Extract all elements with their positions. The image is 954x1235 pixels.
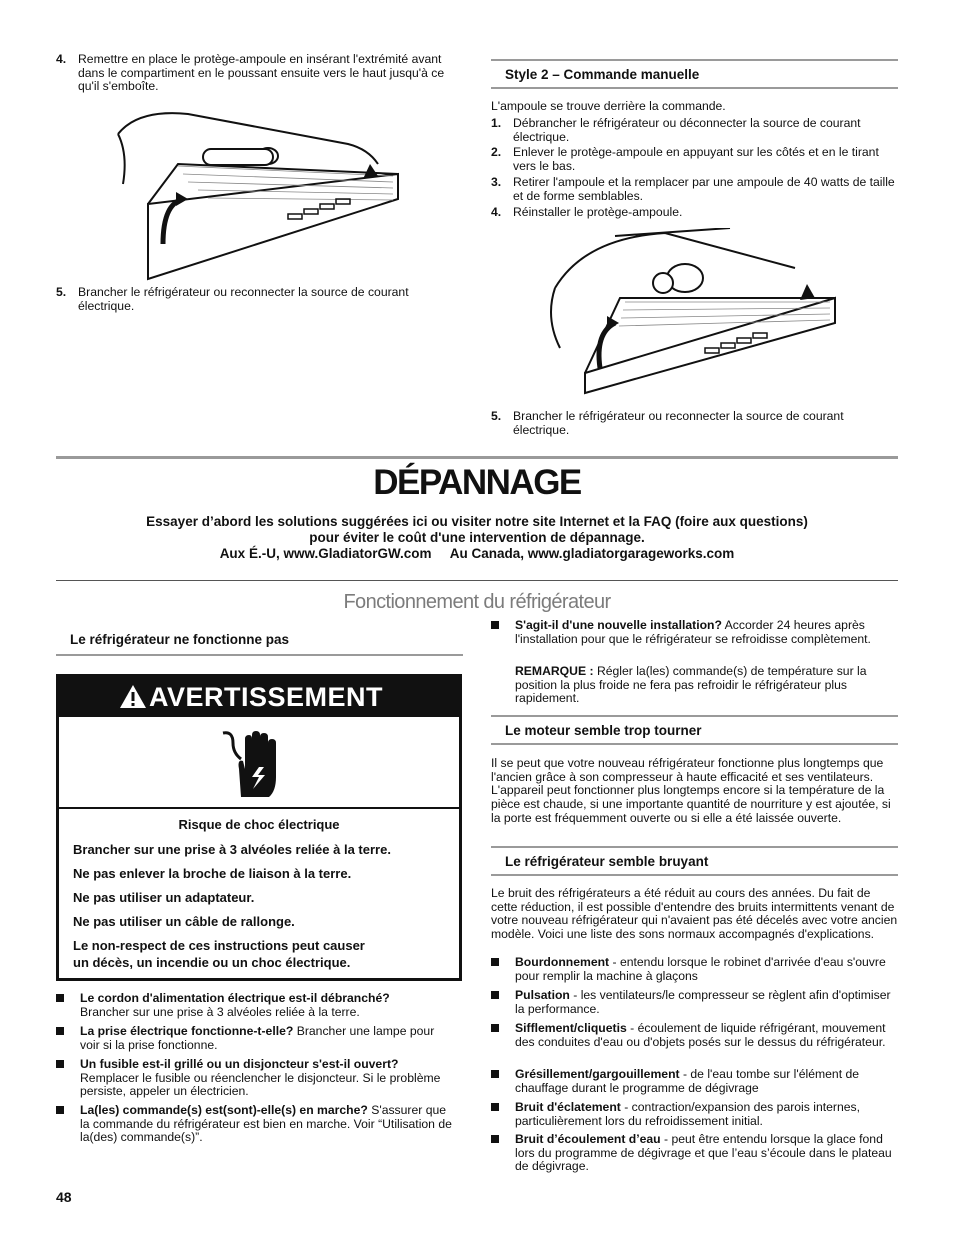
- list-item-text: [515, 1133, 898, 1174]
- paragraph-motor: Il se peut que votre nouveau réfrigérateur fonctionne plus longtemps que l'ancien grâce à son compresseur à haute efficacité et ses ventilateurs. L'appareil peut fonctionner plus longtemps encore si la température de la pièce est chaude, si une importante quantité de nourriture y est ajoutée, si la porte est fréquemment ouverte ou si elle a été laissée ouverte.: [491, 756, 891, 825]
- heading-text: Le réfrigérateur ne fonctionne pas: [70, 632, 290, 647]
- note: [515, 665, 898, 706]
- step-text: Remettre en place le protège-ampoule en insérant l'extrémité avant dans le compartiment en le poussant ensuite vers le haut jusqu'à ce qu'il s'emboîte.: [78, 52, 445, 94]
- sound-term: Grésillement/gargouillement: [515, 1067, 680, 1081]
- light-shield-illustration-2: [545, 228, 845, 403]
- warning-line: Brancher sur une prise à 3 alvéoles reliée à la terre.: [73, 842, 391, 857]
- bullet-icon: [491, 1024, 499, 1032]
- warning-box: [56, 674, 462, 981]
- section-heading-style2: [491, 59, 898, 89]
- sound-term: Bruit d'éclatement: [515, 1100, 621, 1114]
- bullet-icon: [56, 1027, 64, 1035]
- answer: Brancher sur une prise à 3 alvéoles reliée à la terre.: [80, 1004, 360, 1019]
- list-item-text: [80, 1104, 455, 1145]
- warning-line: Ne pas enlever la broche de liaison à la terre.: [73, 866, 352, 881]
- list-item-text: [515, 1101, 898, 1128]
- sound-term: Bruit d’écoulement d’eau: [515, 1132, 661, 1146]
- bullet-icon: [491, 1135, 499, 1143]
- list-item-text: [515, 1068, 898, 1095]
- question: Le cordon d'alimentation électrique est-il débranché?: [80, 991, 390, 1005]
- sound-desc: - peut être entendu lorsque la glace fond lors du programme de dégivrage et que l’eau s’écoule dans le plateau de dégivrage.: [515, 1132, 892, 1174]
- note-text: Régler la(les) commande(s) de température sur la position la plus froide ne fera pas refroidir le réfrigérateur plus rapidement.: [515, 664, 867, 706]
- sound-desc: - les ventilateurs/le compresseur se règlent afin d'optimiser la performance.: [515, 988, 891, 1016]
- warning-line: un décès, un incendie ou un choc électrique.: [73, 955, 351, 970]
- bullet-icon: [491, 958, 499, 966]
- warning-risk: Risque de choc électrique: [178, 817, 340, 832]
- section-top-rule: [56, 456, 898, 459]
- step-number: 2.: [491, 145, 502, 159]
- step-text: Réinstaller le protège-ampoule.: [513, 205, 683, 219]
- paragraph-noisy: Le bruit des réfrigérateurs a été réduit au cours des années. Du fait de cette réduction, il est possible d'entendre des bruits intermittents venant de votre nouveau réfrigérateur qui n'avaient pas été décelés avec votre ancien modèle. Voici une liste des sons normaux accompagnés d'explications.: [491, 886, 898, 941]
- answer: S'assurer que la commande du réfrigérateur est bien en marche. Voir “Utilisation de la(des) commande(s)”.: [80, 1103, 452, 1145]
- bullet-icon: [491, 1103, 499, 1111]
- heading-noisy: [491, 846, 898, 876]
- heading-not-working: [56, 625, 463, 656]
- answer: Brancher une lampe pour voir si la prise fonctionne.: [80, 1024, 435, 1052]
- warning-title-bar: [59, 677, 459, 717]
- answer: Remplacer le fusible ou réenclencher le disjoncteur. Si le problème persiste, appeler un électricien.: [80, 1070, 441, 1099]
- warning-line: Le non-respect de ces instructions peut causer: [73, 938, 365, 953]
- bullet-icon: [491, 1070, 499, 1078]
- question: La(les) commande(s) est(sont)-elle(s) en marche?: [80, 1103, 368, 1117]
- note-label: REMARQUE :: [515, 664, 594, 678]
- warning-triangle-icon: [119, 684, 147, 709]
- intro-line-2: pour éviter le coût d'une intervention de dépannage.: [309, 530, 645, 545]
- sound-desc: - de l'eau tombe sur l'élément de chauffage durant le programme de dégivrage: [515, 1067, 860, 1095]
- page-title: DÉPANNAGE: [373, 463, 581, 502]
- list-item-text: [515, 956, 898, 983]
- sound-term: Bourdonnement: [515, 955, 610, 969]
- bullet-icon: [56, 1060, 64, 1068]
- bullet-icon: [491, 991, 499, 999]
- step-text: Brancher le réfrigérateur ou reconnecter la source de courant électrique.: [78, 285, 409, 313]
- question: S'agit-il d'une nouvelle installation?: [515, 618, 722, 632]
- intro-line-1: Essayer d’abord les solutions suggérées ici ou visiter notre site Internet et la FAQ (foire aux questions): [146, 514, 808, 529]
- step-number: 3.: [491, 175, 502, 189]
- sound-term: Sifflement/cliquetis: [515, 1021, 627, 1035]
- bullet-icon: [56, 994, 64, 1002]
- step-number: 5.: [56, 285, 67, 299]
- list-item-text: [80, 992, 455, 1019]
- step-number: 1.: [491, 116, 502, 130]
- bullet-icon: [491, 621, 499, 629]
- warning-line: Ne pas utiliser un câble de rallonge.: [73, 914, 295, 929]
- section-subtitle: Fonctionnement du réfrigérateur: [343, 591, 611, 613]
- sound-desc: - contraction/expansion des parois internes, particulièrement lors du refroidissement initial.: [515, 1100, 860, 1128]
- electric-shock-hand-icon: [219, 729, 284, 799]
- step-number: 5.: [491, 409, 502, 423]
- warning-divider: [59, 807, 459, 809]
- list-item-text: [515, 989, 898, 1016]
- light-shield-illustration-1: [108, 104, 408, 284]
- warning-line: Ne pas utiliser un adaptateur.: [73, 890, 255, 905]
- step-number: 4.: [491, 205, 502, 219]
- intro-line-3: Aux É.-U, www.GladiatorGW.com Au Canada, www.gladiatorgarageworks.com: [219, 546, 735, 561]
- intro-text: L'ampoule se trouve derrière la commande.: [491, 99, 726, 113]
- section-divider: [56, 580, 898, 581]
- heading-text: Le réfrigérateur semble bruyant: [505, 854, 709, 869]
- heading-text: Style 2 – Commande manuelle: [505, 67, 700, 82]
- heading-motor: [491, 715, 898, 745]
- question: La prise électrique fonctionne-t-elle?: [80, 1024, 294, 1038]
- page-number: 48: [56, 1189, 72, 1205]
- sound-desc: - écoulement de liquide réfrigérant, mouvement des conduites d'eau ou d'objets posés sur le dessus du réfrigérateur.: [515, 1021, 886, 1049]
- list-item-text: [80, 1058, 455, 1099]
- warning-title: AVERTISSEMENT: [149, 682, 384, 712]
- step-text: Enlever le protège-ampoule en appuyant sur les côtés et en le tirant vers le bas.: [513, 145, 879, 173]
- sound-desc: - entendu lorsque le robinet d'arrivée d'eau s'ouvre pour remplir la machine à glaçons: [515, 955, 886, 983]
- step-number: 4.: [56, 52, 67, 66]
- list-item-text: [80, 1025, 455, 1052]
- answer: Accorder 24 heures après l'installation pour que le réfrigérateur se refroidisse complètement.: [515, 618, 871, 646]
- bullet-icon: [56, 1106, 64, 1114]
- sound-term: Pulsation: [515, 988, 570, 1002]
- question: Un fusible est-il grillé ou un disjoncteur s'est-il ouvert?: [80, 1057, 399, 1071]
- heading-text: Le moteur semble trop tourner: [505, 723, 702, 738]
- step-text: Débrancher le réfrigérateur ou déconnecter la source de courant électrique.: [513, 116, 861, 144]
- list-item-text: [515, 1022, 898, 1049]
- step-text: Retirer l'ampoule et la remplacer par une ampoule de 40 watts de taille et de forme semblables.: [513, 175, 895, 203]
- list-item-text: [515, 619, 898, 646]
- step-text: Brancher le réfrigérateur ou reconnecter la source de courant électrique.: [513, 409, 844, 437]
